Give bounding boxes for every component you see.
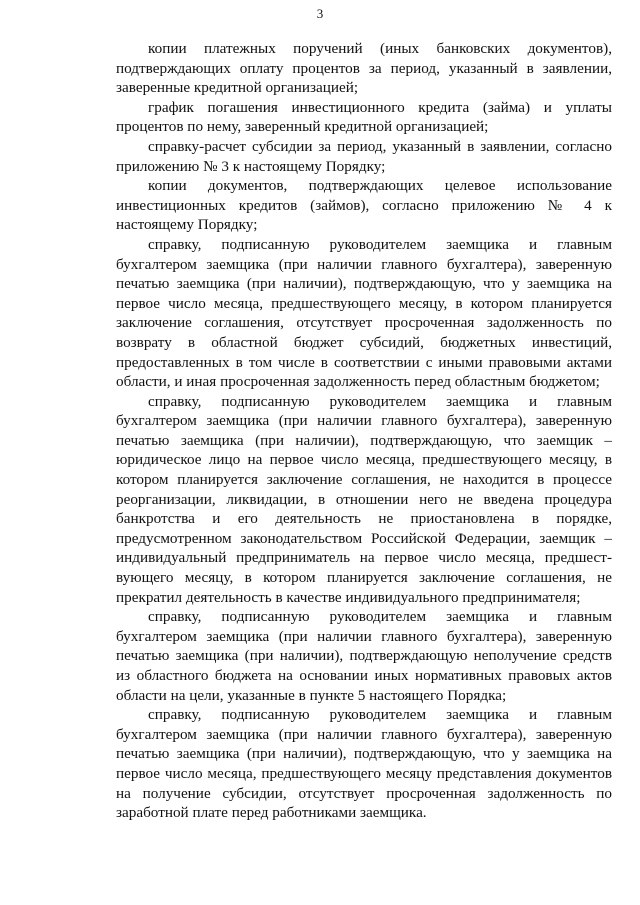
paragraph-repayment-schedule: график погашения инвестиционного кредита (займа) и уплаты процентов по нему, заверенный кредитной организацией; [116,98,612,136]
document-body [116,39,612,823]
paragraph-payment-orders: копии платежных поручений (иных банковских документов), подтверждающих оплату процентов за период, указанный в заявлении, заверенные кредитной организацией; [116,40,612,97]
paragraph-no-other-funding-certificate: справку, подписанную руководителем заемщика и главным бухгалтером заемщика (при наличии главного бухгалтера), заверенную печатью заемщика (при наличии), подтверждающую неполучение средств из областного бюджета на основании иных нормативных правовых актов области на цели, указанные в пункте 5 настоящего Порядка; [116,608,612,704]
paragraph-target-use-documents: копии документов, подтверждающих целевое использование инвестиционных кредитов (займов), согласно приложению № 4 к настоящему Порядку; [116,177,612,234]
paragraph-no-budget-debt-certificate: справку, подписанную руководителем заемщика и главным бухгалтером заемщика (при наличии главного бухгалтера), заверенную печатью заемщика (при наличии), подтверждающую, что у заемщика на первое число месяца, предшествующего месяцу, в котором планируется заключение соглашения, отсутствует просроченная задолженность по возврату в областной бюджет субсидий, бюджетных инвестиций, предоставленных в том числе в соответствии с иными правовыми актами области, и иная просроченная задолженность перед областным бюджетом; [116,235,612,391]
paragraph-no-wage-debt-certificate: справку, подписанную руководителем заемщика и главным бухгалтером заемщика (при наличии главного бухгалтера), заверенную печатью заемщика (при наличии), подтверждающую, что у заемщика на первое число месяца, предшествующего месяцу представления документов на получение субсидии, отсутствует просроченная задолженность по заработной плате перед работниками заемщика. [116,706,612,822]
page-number: 3 [316,6,324,21]
paragraph-no-reorganization-certificate: справку, подписанную руководителем заемщика и главным бухгалтером заемщика (при наличии главного бухгалтера), заверенную печатью заемщика (при наличии), подтверждающую, что заемщик – юридическое лицо на первое число месяца, предшествующего месяцу, в котором планируется заключение соглашения, не находится в процессе реорганизации, ликвидации, в отношении него не введена процедура банкротства и его деятельность не приостановлена в порядке, предусмотренном законодательством Российской Федерации, заемщик – индивидуальный предприниматель на первое число месяца, предшествующего месяцу, в котором планируется заключение соглашения, не прекратил деятельность в качестве индивидуального предпринимателя; [116,392,612,606]
paragraph-subsidy-calculation: справку-расчет субсидии за период, указанный в заявлении, согласно приложению № 3 к настоящему Порядку; [116,137,612,175]
